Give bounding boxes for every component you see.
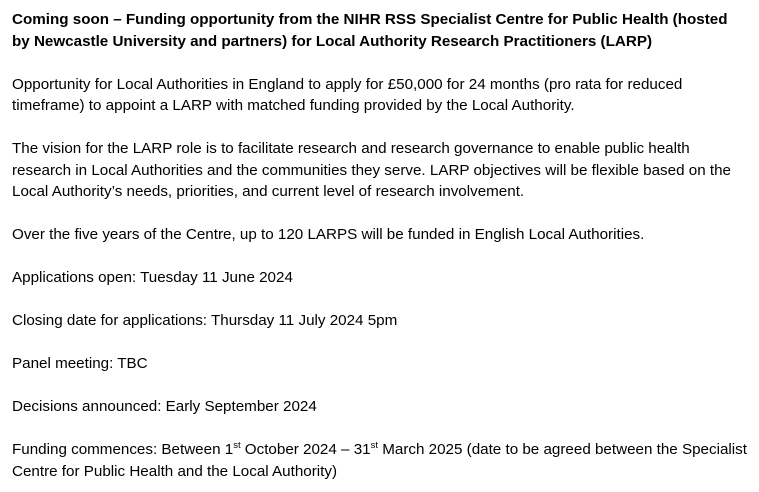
decisions-line: Decisions announced: Early September 2024 [12, 398, 317, 415]
funding-commences-line [12, 439, 747, 482]
ordinal-suffix-1: st [233, 439, 241, 451]
funding-commences-text-2: October 2024 – 31 [240, 441, 371, 458]
ordinal-suffix-2: st [370, 439, 378, 451]
closing-date-line: Closing date for applications: Thursday 11 July 2024 5pm [12, 312, 398, 329]
scale-paragraph: Over the five years of the Centre, up to 120 LARPS will be funded in English Local Authorities. [12, 226, 645, 243]
announcement-title: Coming soon – Funding opportunity from the NIHR RSS Specialist Centre for Public Health (hosted by Newcastle University and partners) for Local Authority Research Practitioners (LARP) [12, 11, 728, 50]
funding-commences-text-3: March 2025 (date to be agreed between the Specialist Centre for Public Health and the Local Authority) [12, 441, 747, 480]
opportunity-paragraph: Opportunity for Local Authorities in England to apply for £50,000 for 24 months (pro rata for reduced timeframe) to appoint a LARP with matched funding provided by the Local Authority. [12, 75, 683, 114]
vision-paragraph: The vision for the LARP role is to facilitate research and research governance to enable public health research in Local Authorities and the communities they serve. LARP objectives will be flexible based on the Local Authority’s needs, priorities, and current level of research involvement. [12, 140, 731, 200]
applications-open-line: Applications open: Tuesday 11 June 2024 [12, 269, 293, 286]
panel-meeting-line: Panel meeting: TBC [12, 355, 148, 372]
funding-commences-text-1: Funding commences: Between 1 [12, 441, 234, 458]
